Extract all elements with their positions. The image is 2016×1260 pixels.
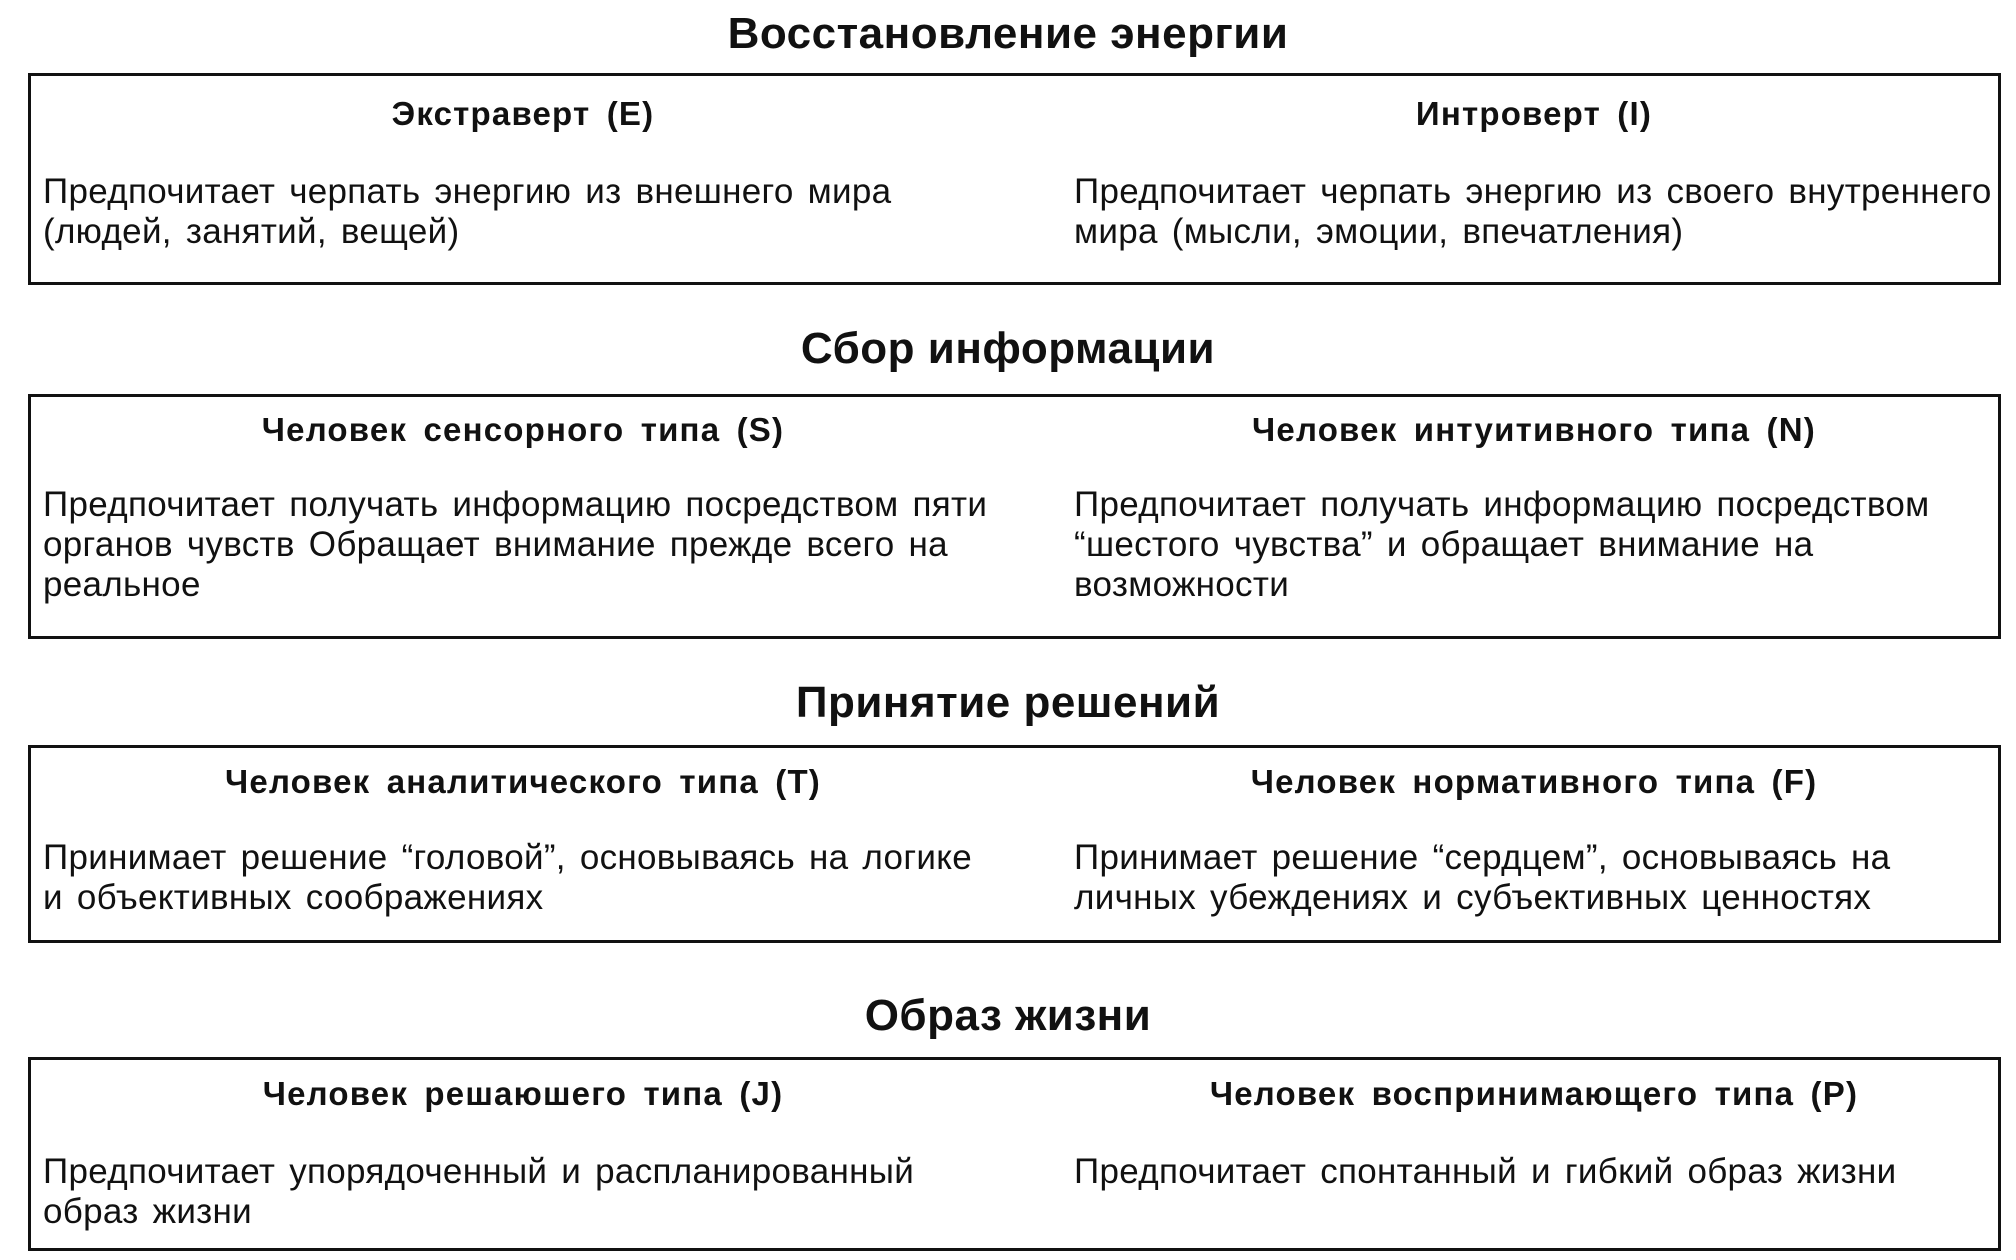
column-heading: Человек воспринимающего типа (P) (1209, 1075, 1859, 1112)
section-title-energy: Восстановление энергии (727, 9, 1289, 58)
column-heading: Человек нормативного типа (F) (1250, 763, 1818, 800)
section-box-energy (28, 73, 2001, 285)
column-heading: Экстраверт (E) (391, 95, 655, 132)
column-description: Предпочитает черпать энергию из своего внутреннего мира (мысли, эмоции, впечатления) (1074, 172, 1992, 251)
column-description: Предпочитает черпать энергию из внешнего мира (людей, занятий, вещей) (43, 172, 892, 251)
column-description: Предпочитает упорядоченный и распланированный образ жизни (43, 1152, 915, 1231)
section-title-information: Сбор информации (800, 324, 1216, 373)
column-description: Предпочитает спонтанный и гибкий образ жизни (1074, 1152, 1897, 1191)
column-description: Предпочитает получать информацию посредством “шестого чувства” и обращает внимание на возможности (1074, 485, 1930, 604)
section-title-decisions: Принятие решений (795, 678, 1221, 727)
column-heading: Интроверт (I) (1415, 95, 1653, 132)
column-heading: Человек аналитического типа (T) (225, 763, 821, 800)
column-heading: Человек решаюшего типа (J) (262, 1075, 784, 1112)
section-box-information (28, 394, 2001, 639)
column-heading: Человек сенсорного типа (S) (261, 411, 785, 448)
section-title-lifestyle: Образ жизни (864, 991, 1152, 1040)
column-description: Принимает решение “головой”, основываясь на логике и объективных соображениях (43, 838, 973, 917)
section-box-decisions (28, 745, 2001, 943)
section-box-lifestyle (28, 1057, 2001, 1251)
column-description: Принимает решение “сердцем”, основываясь на личных убеждениях и субъективных ценностях (1074, 838, 1891, 917)
column-description: Предпочитает получать информацию посредством пяти органов чувств Обращает внимание прежде всего на реальное (43, 485, 988, 604)
column-heading: Человек интуитивного типа (N) (1252, 411, 1816, 448)
